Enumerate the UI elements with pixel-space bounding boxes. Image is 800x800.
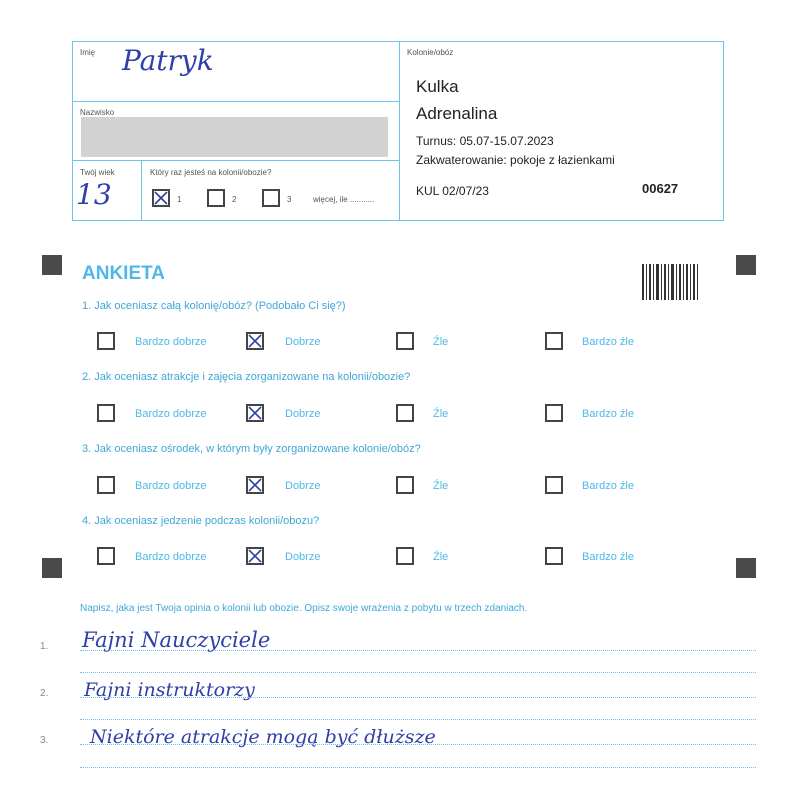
- camp-name-2: Adrenalina: [416, 104, 498, 123]
- turnus: Turnus: 05.07-15.07.2023: [416, 134, 554, 148]
- q4-checkbox-dobrze[interactable]: [246, 547, 264, 565]
- form-number: 00627: [642, 181, 679, 196]
- alignment-marker-top-left: [42, 255, 62, 275]
- header-divider-vertical: [399, 41, 400, 221]
- ktory-raz-checkbox-1[interactable]: [152, 189, 170, 207]
- imie-value[interactable]: Patryk: [122, 44, 214, 77]
- q4-option-dobrze: Dobrze: [285, 551, 321, 563]
- header-divider-3: [141, 160, 142, 221]
- header-divider-2: [72, 160, 399, 161]
- q3-option-zle: Źle: [433, 480, 449, 492]
- q1-checkbox-bardzo-zle[interactable]: [545, 332, 563, 350]
- q2-option-bardzo-zle: Bardzo źle: [582, 408, 634, 420]
- q4-option-bardzo-dobrze: Bardzo dobrze: [135, 551, 207, 563]
- q3-checkbox-dobrze[interactable]: [246, 476, 264, 494]
- opinion-dotted-line: [80, 650, 756, 651]
- checkmark-x-icon: [248, 334, 262, 348]
- question-3-text: 3. Jak oceniasz ośrodek, w którym były zorganizowane kolonie/obóz?: [82, 443, 421, 455]
- q1-checkbox-bardzo-dobrze[interactable]: [97, 332, 115, 350]
- q2-checkbox-dobrze[interactable]: [246, 404, 264, 422]
- nazwisko-redacted: [81, 117, 388, 157]
- q3-option-dobrze: Dobrze: [285, 480, 321, 492]
- opinion-line-number-2: 2.: [40, 688, 49, 699]
- q1-checkbox-zle[interactable]: [396, 332, 414, 350]
- question-4-text: 4. Jak oceniasz jedzenie podczas kolonii/obozu?: [82, 515, 320, 527]
- ktory-raz-option-2: 2: [232, 195, 237, 204]
- q1-option-bardzo-dobrze: Bardzo dobrze: [135, 336, 207, 348]
- checkmark-x-icon: [248, 478, 262, 492]
- q4-option-zle: Źle: [433, 551, 449, 563]
- opinion-line-number-1: 1.: [40, 641, 49, 652]
- alignment-marker-top-right: [736, 255, 756, 275]
- q4-checkbox-zle[interactable]: [396, 547, 414, 565]
- q3-option-bardzo-dobrze: Bardzo dobrze: [135, 480, 207, 492]
- ktory-raz-checkbox-3[interactable]: [262, 189, 280, 207]
- form-code: KUL 02/07/23: [416, 184, 489, 198]
- opinion-dotted-line: [80, 672, 756, 673]
- checkmark-x-icon: [154, 191, 168, 205]
- q1-option-dobrze: Dobrze: [285, 336, 321, 348]
- opinion-dotted-line: [80, 744, 756, 745]
- ktory-raz-option-3: 3: [287, 195, 292, 204]
- q2-option-dobrze: Dobrze: [285, 408, 321, 420]
- survey-title: ANKIETA: [82, 263, 166, 284]
- opinion-dotted-line: [80, 697, 756, 698]
- alignment-marker-bottom-left: [42, 558, 62, 578]
- ktory-raz-option-1: 1: [177, 195, 182, 204]
- barcode-icon: [642, 264, 698, 300]
- alignment-marker-bottom-right: [736, 558, 756, 578]
- ktory-raz-checkbox-2[interactable]: [207, 189, 225, 207]
- checkmark-x-icon: [248, 549, 262, 563]
- ktory-raz-more: więcej, ile ...........: [313, 195, 375, 204]
- header-divider-1: [72, 101, 399, 102]
- opinion-line-1[interactable]: Fajni Nauczyciele: [82, 628, 271, 652]
- q3-checkbox-bardzo-zle[interactable]: [545, 476, 563, 494]
- q3-option-bardzo-zle: Bardzo źle: [582, 480, 634, 492]
- q4-checkbox-bardzo-dobrze[interactable]: [97, 547, 115, 565]
- q4-checkbox-bardzo-zle[interactable]: [545, 547, 563, 565]
- camp-name-1: Kulka: [416, 77, 459, 96]
- opinion-dotted-line: [80, 719, 756, 720]
- wiek-value[interactable]: 13: [76, 178, 112, 211]
- q2-checkbox-zle[interactable]: [396, 404, 414, 422]
- q2-option-bardzo-dobrze: Bardzo dobrze: [135, 408, 207, 420]
- checkmark-x-icon: [248, 406, 262, 420]
- q1-option-bardzo-zle: Bardzo źle: [582, 336, 634, 348]
- opinion-prompt: Napisz, jaka jest Twoja opinia o kolonii lub obozie. Opisz swoje wrażenia z pobytu w trzech zdaniach.: [80, 603, 528, 614]
- opinion-line-2[interactable]: Fajni instruktorzy: [84, 679, 255, 701]
- q4-option-bardzo-zle: Bardzo źle: [582, 551, 634, 563]
- question-1-text: 1. Jak oceniasz całą kolonię/obóz? (Podobało Ci się?): [82, 300, 346, 312]
- q3-checkbox-bardzo-dobrze[interactable]: [97, 476, 115, 494]
- ktory-raz-label: Który raz jesteś na kolonii/obozie?: [150, 168, 272, 177]
- wiek-label: Twój wiek: [80, 168, 115, 177]
- opinion-dotted-line: [80, 767, 756, 768]
- q1-option-zle: Źle: [433, 336, 449, 348]
- imie-label: Imię: [80, 48, 96, 57]
- q2-checkbox-bardzo-dobrze[interactable]: [97, 404, 115, 422]
- q2-checkbox-bardzo-zle[interactable]: [545, 404, 563, 422]
- kolonie-label: Kolonie/obóz: [407, 48, 454, 57]
- q1-checkbox-dobrze[interactable]: [246, 332, 264, 350]
- opinion-line-3[interactable]: Niektóre atrakcje mogą być dłuższe: [90, 726, 436, 748]
- opinion-line-number-3: 3.: [40, 735, 49, 746]
- q2-option-zle: Źle: [433, 408, 449, 420]
- zakwaterowanie: Zakwaterowanie: pokoje z łazienkami: [416, 153, 615, 167]
- nazwisko-label: Nazwisko: [80, 108, 115, 117]
- q3-checkbox-zle[interactable]: [396, 476, 414, 494]
- question-2-text: 2. Jak oceniasz atrakcje i zajęcia zorganizowane na kolonii/obozie?: [82, 371, 411, 383]
